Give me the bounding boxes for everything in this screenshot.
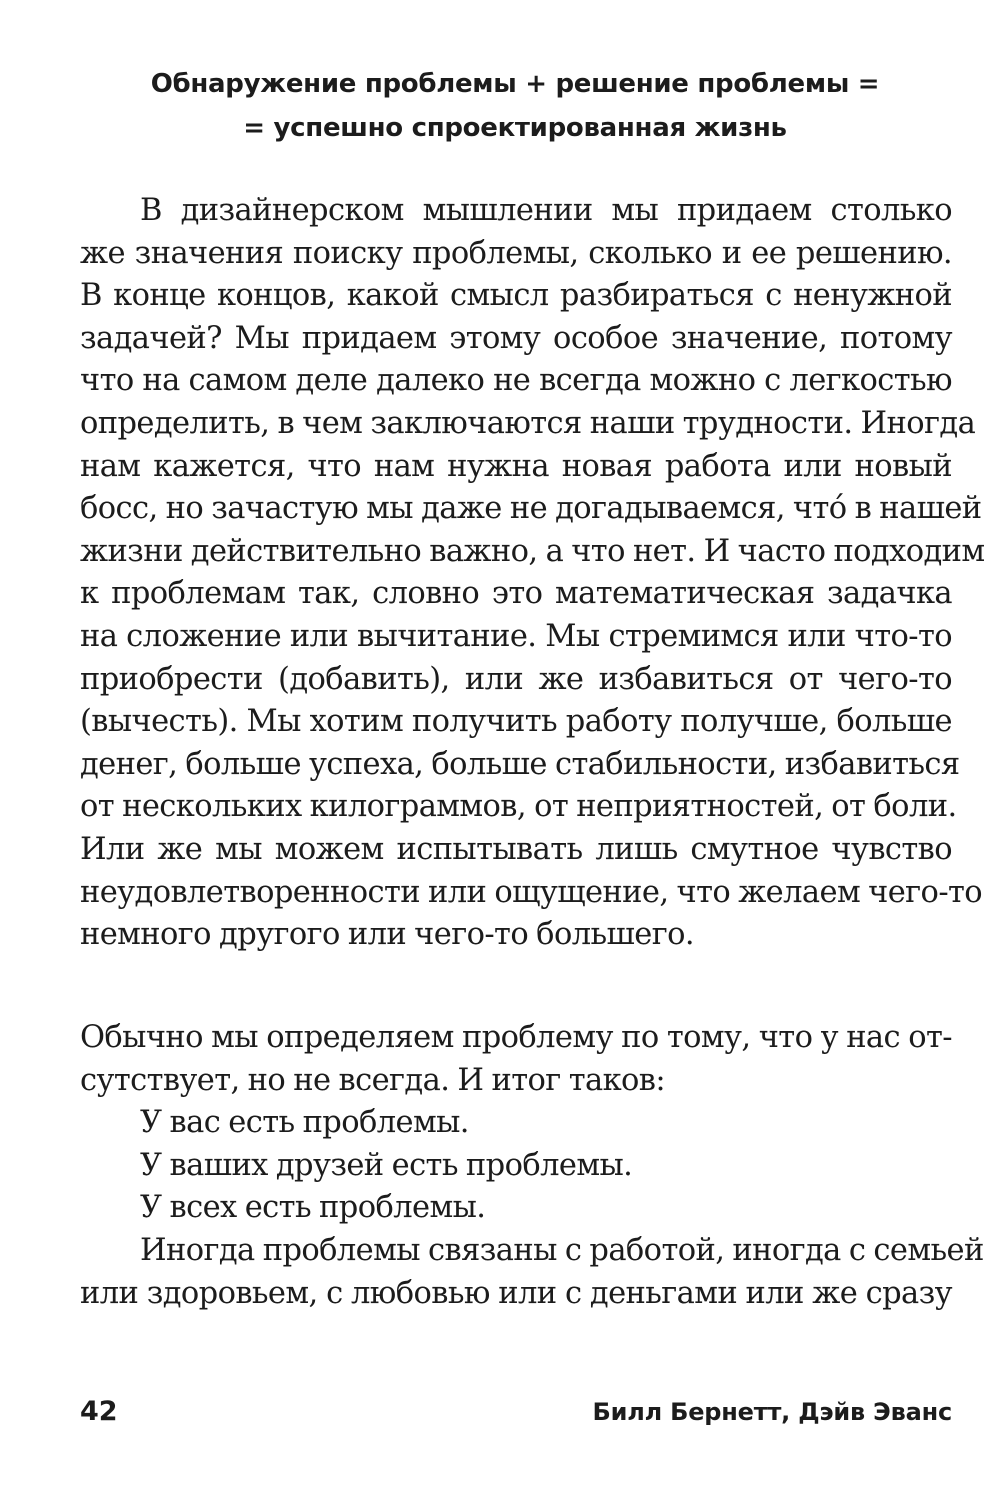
text-line: Обычно мы определяем проблему по тому, что у нас от-	[80, 1020, 952, 1055]
text-line: босс, но зачастую мы даже не догадываемся, чтó в нашей	[80, 491, 982, 527]
text-line: к проблемам так, словно это математическая задачка	[80, 576, 952, 612]
text-line: же значения поиску проблемы, сколько и ее решению.	[80, 235, 952, 271]
text-line: что на самом деле далеко не всегда можно с легкостью	[80, 363, 952, 399]
text-line: нам кажется, что нам нужна новая работа или новый	[80, 448, 952, 484]
paragraph-design-thinking	[80, 190, 985, 957]
text-line: или здоровьем, с любовью или с деньгами или же сразу	[80, 1275, 952, 1311]
text-line: жизни действительно важно, а что нет. И часто подходим	[80, 533, 985, 569]
section-heading	[80, 62, 950, 150]
text-line: денег, больше успеха, больше стабильности, избавиться	[80, 746, 960, 782]
text-line: сутствует, но не всегда. И итог таков:	[80, 1062, 666, 1098]
text-line: Или же мы можем испытывать лишь смутное чувство	[80, 831, 952, 867]
heading-line-1: Обнаружение проблемы + решение проблемы =	[150, 69, 880, 99]
text-line: В дизайнерском мышлении мы придаем столько	[140, 193, 952, 228]
text-line: Иногда проблемы связаны с работой, иногда с семьей	[140, 1232, 984, 1268]
text-line: на сложение или вычитание. Мы стремимся или что-то	[80, 618, 952, 654]
list-line: У всех есть проблемы.	[140, 1190, 486, 1226]
paragraph-problems	[80, 1017, 984, 1315]
text-line: задачей? Мы придаем этому особое значение, потому	[80, 320, 952, 356]
heading-line-2: = успешно спроектированная жизнь	[243, 113, 787, 143]
page-number: 42	[80, 1396, 118, 1427]
text-line: от нескольких килограммов, от неприятностей, от боли.	[80, 789, 957, 825]
text-line: определить, в чем заключаются наши трудности. Иногда	[80, 405, 976, 441]
text-line: (вычесть). Мы хотим получить работу получше, больше	[80, 704, 952, 740]
text-line: неудовлетворенности или ощущение, что желаем чего-то	[80, 874, 983, 910]
list-line: У ваших друзей есть проблемы.	[140, 1147, 633, 1183]
page-footer	[80, 1396, 952, 1436]
text-line: В конце концов, какой смысл разбираться с ненужной	[80, 278, 952, 314]
text-line: немного другого или чего-то большего.	[80, 917, 694, 953]
book-authors: Билл Бернетт, Дэйв Эванс	[592, 1398, 952, 1426]
text-line: приобрести (добавить), или же избавиться от чего-то	[80, 661, 952, 697]
list-line: У вас есть проблемы.	[140, 1105, 469, 1141]
